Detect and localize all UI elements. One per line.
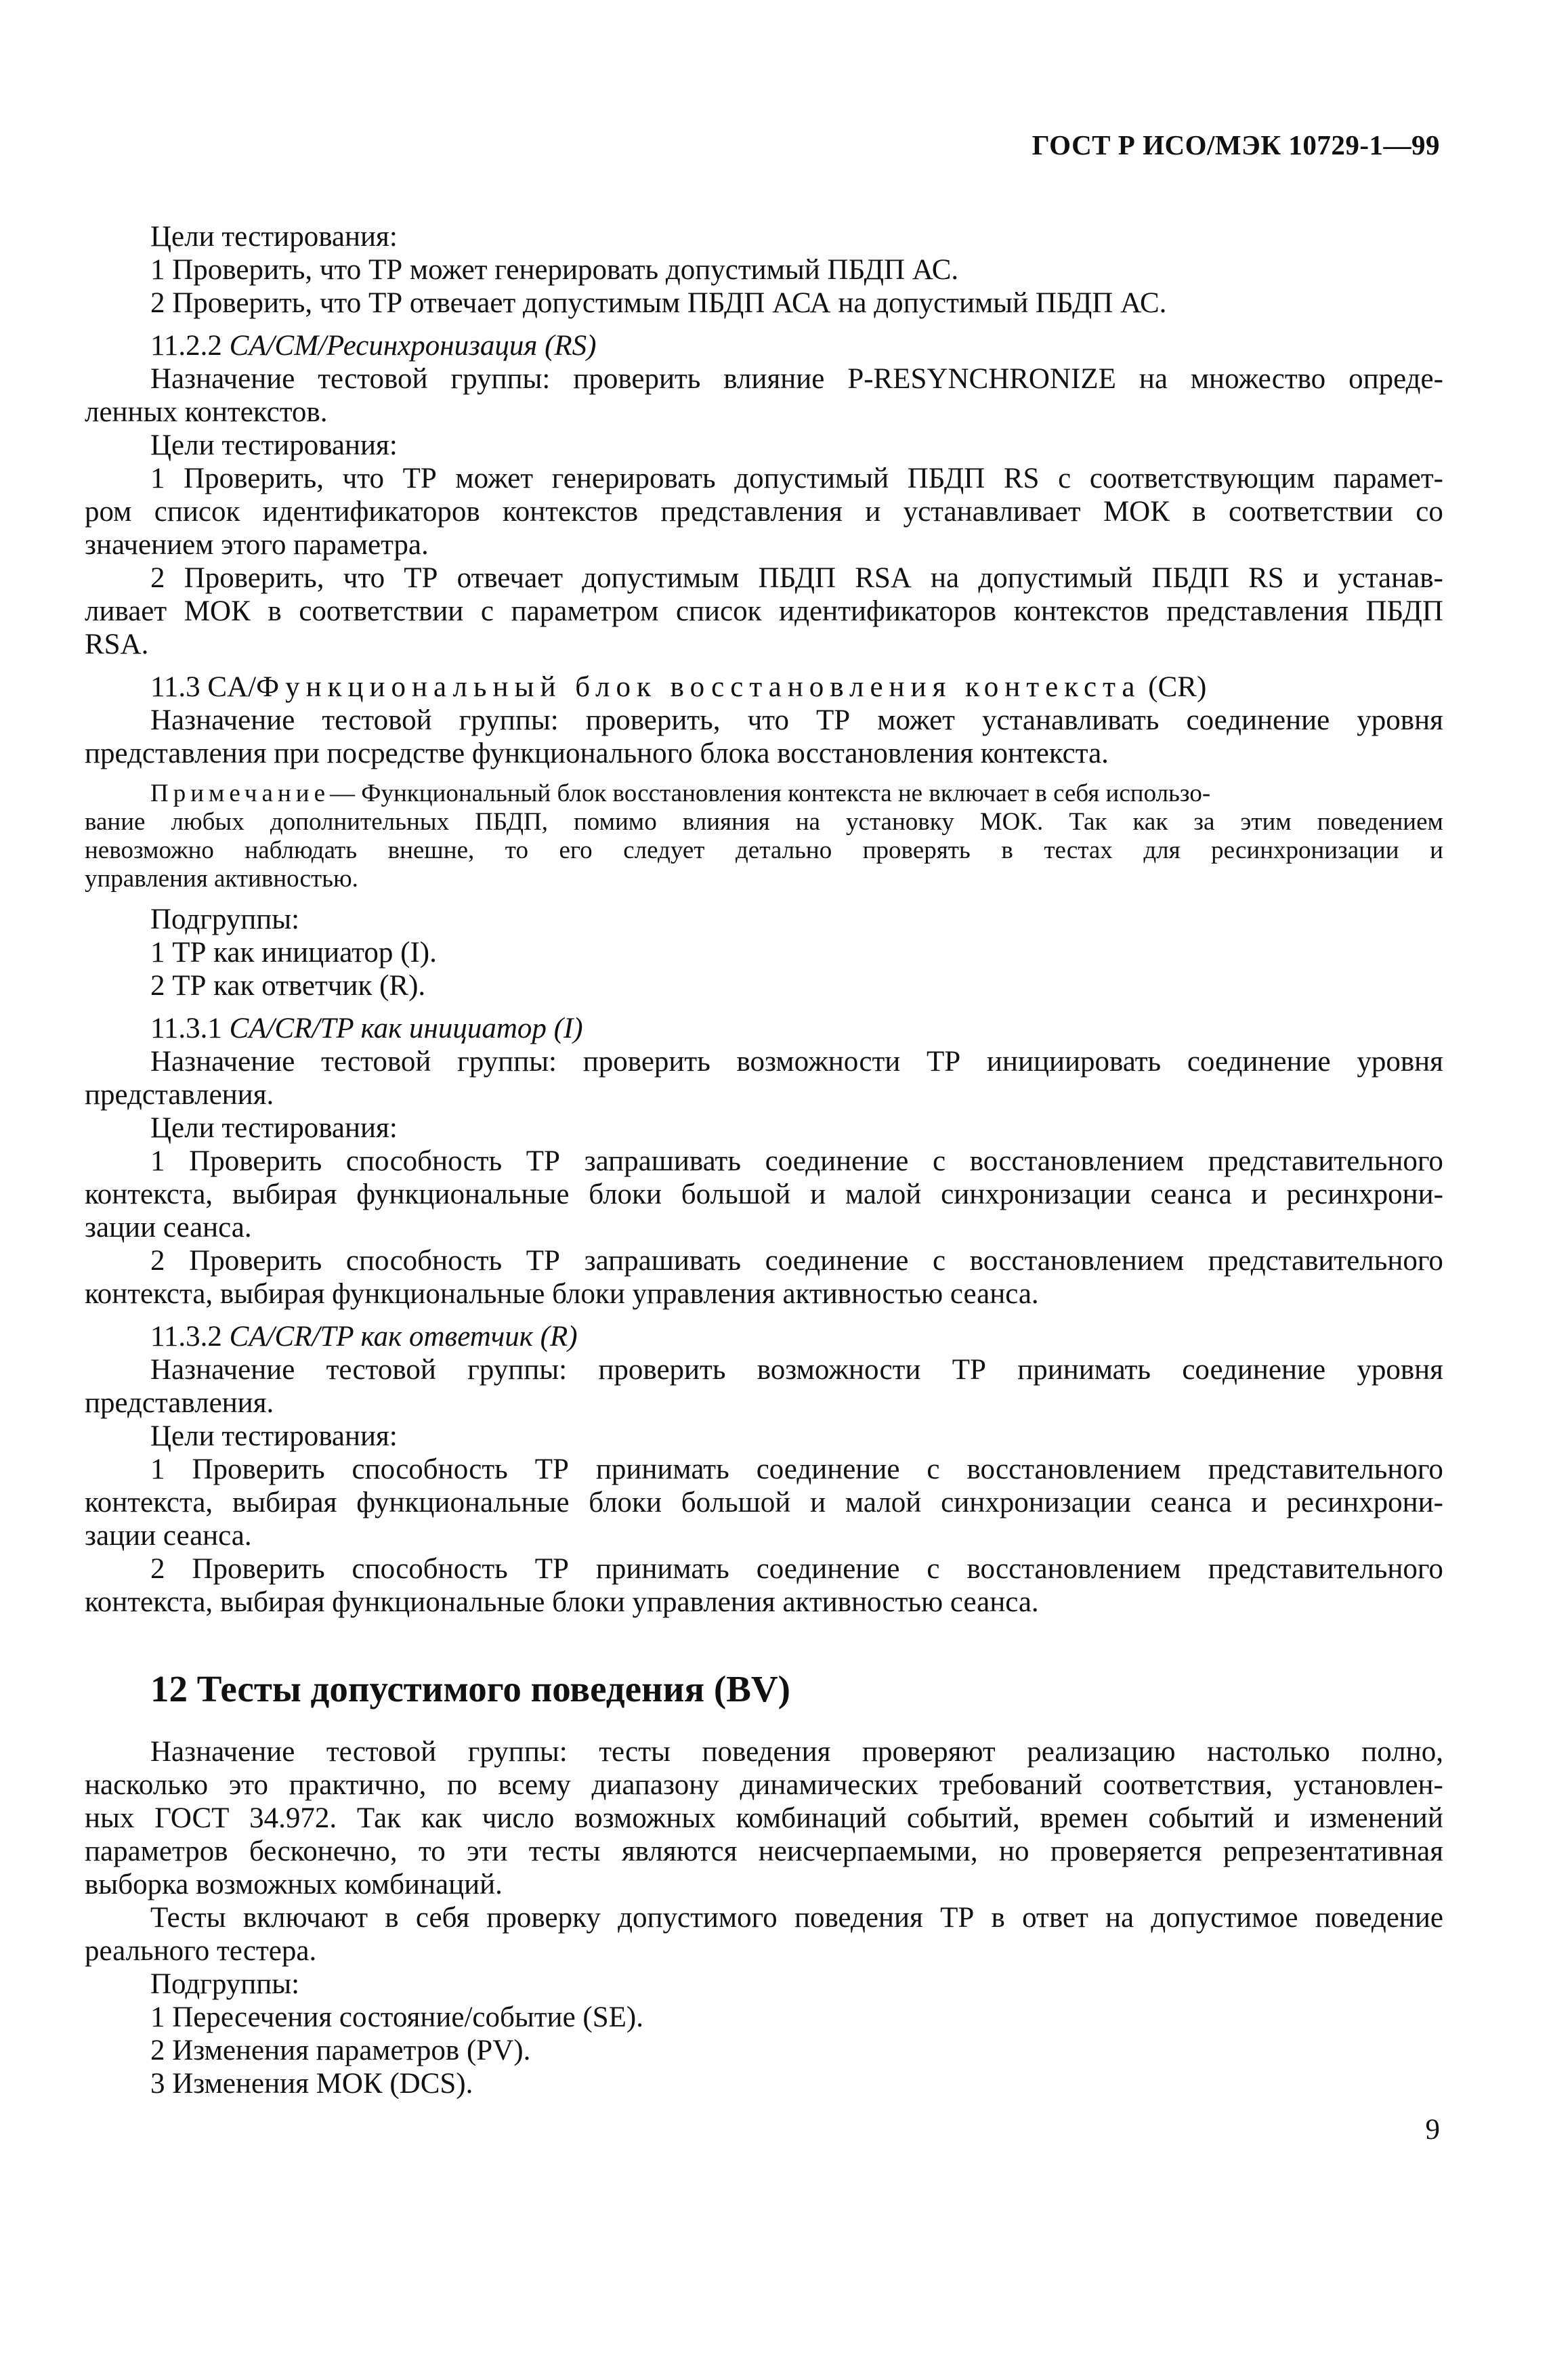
text-line: Подгруппы: <box>150 904 300 935</box>
paragraph <box>85 1353 1443 1420</box>
text-line: Цели тестирования: <box>150 1112 398 1144</box>
text-line: ром список идентификаторов контекстов представления и устанавливает МОК в соответствии со <box>85 496 1443 528</box>
section-number: 11.3.1 <box>150 1013 230 1044</box>
text-line: ных ГОСТ 34.972. Так как число возможных комбинаций событий, времен событий и изменений <box>85 1802 1443 1834</box>
text-line: 1 ТР как инициатор (I). <box>150 937 437 969</box>
text-line: ленных контекстов. <box>85 396 328 428</box>
text-line: насколько это практично, по всему диапазону динамических требований соответствия, установлен- <box>85 1769 1443 1801</box>
text-line: RSA. <box>85 629 149 660</box>
objectives-label <box>85 1111 1443 1145</box>
list-item <box>85 969 1443 1002</box>
text-line: 2 Проверить, что ТР отвечает допустимым ПБДП RSA на допустимый ПБДП RS и устанав- <box>150 562 1443 594</box>
section-title: CA/CR/TP как ответчик (R) <box>229 1321 578 1353</box>
section-heading-11-3 <box>85 671 1443 704</box>
text-line: Назначение тестовой группы: проверить влияние P-RESYNCHRONIZE на множество опреде- <box>150 363 1443 395</box>
page-content <box>85 220 1443 2100</box>
text-line: 1 Проверить способность ТР запрашивать соединение с восстановлением представительного <box>150 1145 1443 1177</box>
paragraph <box>85 1453 1443 1552</box>
running-header: ГОСТ Р ИСО/МЭК 10729-1—99 <box>1032 129 1440 161</box>
objectives-label <box>85 1420 1443 1453</box>
objectives-label <box>85 429 1443 462</box>
objectives-label <box>85 220 1443 253</box>
text-line: зации сеанса. <box>85 1212 252 1244</box>
list-item <box>85 2034 1443 2067</box>
text-line: 2 Изменения параметров (PV). <box>150 2035 531 2066</box>
text-line: зации сеанса. <box>85 1520 252 1552</box>
section-title: CA/CR/TP как инициатор (I) <box>229 1013 583 1044</box>
paragraph <box>85 704 1443 770</box>
text-line: ливает МОК в соответствии с параметром список идентификаторов контекстов представления ПБДП <box>85 595 1443 627</box>
text-line: Назначение тестовой группы: проверить возможности ТР принимать соединение уровня <box>150 1354 1443 1386</box>
paragraph <box>85 362 1443 429</box>
text-line: 3 Изменения МОК (DCS). <box>150 2068 473 2100</box>
text-line: Назначение тестовой группы: тесты поведения проверяют реализацию настолько полно, <box>150 1736 1443 1768</box>
text-line: 1 Проверить, что ТР может генерировать допустимый ПБДП RS с соответствующим парамет- <box>150 463 1443 494</box>
text-line: невозможно наблюдать внешне, то его следует детально проверять в тестах для ресинхронизации и <box>85 836 1443 864</box>
section-title: CA/CM/Ресинхронизация (RS) <box>229 330 597 362</box>
list-item <box>85 2067 1443 2100</box>
paragraph <box>85 1735 1443 1901</box>
section-number: 11.3.2 <box>150 1321 230 1353</box>
text-line: 2 ТР как ответчик (R). <box>150 970 426 1002</box>
paragraph <box>85 1145 1443 1244</box>
section-heading-11-3-1 <box>85 1012 1443 1045</box>
text-line: 2 Проверить способность ТР запрашивать соединение с восстановлением представительного <box>150 1245 1443 1277</box>
text-line: контекста, выбирая функциональные блоки управления активностью сеанса. <box>85 1278 1039 1310</box>
objective-item <box>85 253 1443 286</box>
text-line: Цели тестирования: <box>150 1420 398 1452</box>
paragraph <box>85 1901 1443 1968</box>
objective-item <box>85 286 1443 320</box>
list-item <box>85 2001 1443 2034</box>
section-number: 11.3 CA/ <box>150 671 257 703</box>
section-heading-12: 12 Тесты допустимого поведения (BV) <box>150 1668 790 1709</box>
text-line: представления при посредстве функционального блока восстановления контекста. <box>85 738 1109 769</box>
section-title: Функциональный блок восстановления контекста <box>256 671 1141 703</box>
text-line: значением этого параметра. <box>85 529 429 561</box>
section-heading-11-2-2 <box>85 329 1443 362</box>
page-number: 9 <box>1425 2114 1440 2146</box>
subgroups-label <box>85 903 1443 936</box>
text-line: 1 Проверить, что ТР может генерировать допустимый ПБДП АС. <box>150 254 959 286</box>
text-line: представления. <box>85 1387 274 1419</box>
paragraph <box>85 1045 1443 1111</box>
text-line: реального тестера. <box>85 1935 317 1967</box>
text-line: вание любых дополнительных ПБДП, помимо влияния на установку МОК. Так как за этим поведением <box>85 808 1443 836</box>
text-line: Цели тестирования: <box>150 429 398 461</box>
text-line: представления. <box>85 1079 274 1111</box>
text-line: параметров бесконечно, то эти тесты являются неисчерпаемыми, но проверяется репрезентативная <box>85 1835 1443 1867</box>
note-label: Примечание <box>150 780 330 807</box>
text-line: 2 Проверить, что ТР отвечает допустимым ПБДП АСА на допустимый ПБДП АС. <box>150 287 1167 319</box>
text-line: выборка возможных комбинаций. <box>85 1869 503 1900</box>
text-line: Тесты включают в себя проверку допустимого поведения ТР в ответ на допустимое поведение <box>150 1902 1443 1934</box>
subgroups-label <box>85 1968 1443 2001</box>
text-line: контекста, выбирая функциональные блоки управления активностью сеанса. <box>85 1586 1039 1618</box>
paragraph <box>85 462 1443 561</box>
text-line: Цели тестирования: <box>150 221 398 253</box>
text-line: Подгруппы: <box>150 1968 300 2000</box>
text-line: контекста, выбирая функциональные блоки большой и малой синхронизации сеанса и ресинхрони- <box>85 1178 1443 1210</box>
text-line: контекста, выбирая функциональные блоки большой и малой синхронизации сеанса и ресинхрони- <box>85 1487 1443 1518</box>
text-line: 1 Проверить способность ТР принимать соединение с восстановлением представительного <box>150 1453 1443 1485</box>
text-line: 2 Проверить способность ТР принимать соединение с восстановлением представительного <box>150 1553 1443 1585</box>
text-line: Примечание— Функциональный блок восстановления контекста не включает в себя использо- <box>150 780 1211 807</box>
list-item <box>85 936 1443 969</box>
text-line: управления активностью. <box>85 865 358 893</box>
text-line: Назначение тестовой группы: проверить, что ТР может устанавливать соединение уровня <box>150 704 1443 736</box>
paragraph <box>85 1244 1443 1311</box>
text-line: 1 Пересечения состояние/событие (SE). <box>150 2001 643 2033</box>
note <box>85 780 1443 893</box>
paragraph <box>85 561 1443 661</box>
section-heading-11-3-2 <box>85 1320 1443 1353</box>
paragraph <box>85 1552 1443 1619</box>
section-number: 11.2.2 <box>150 330 230 362</box>
text-line: Назначение тестовой группы: проверить возможности ТР инициировать соединение уровня <box>150 1046 1443 1078</box>
section-code: (CR) <box>1141 671 1207 703</box>
